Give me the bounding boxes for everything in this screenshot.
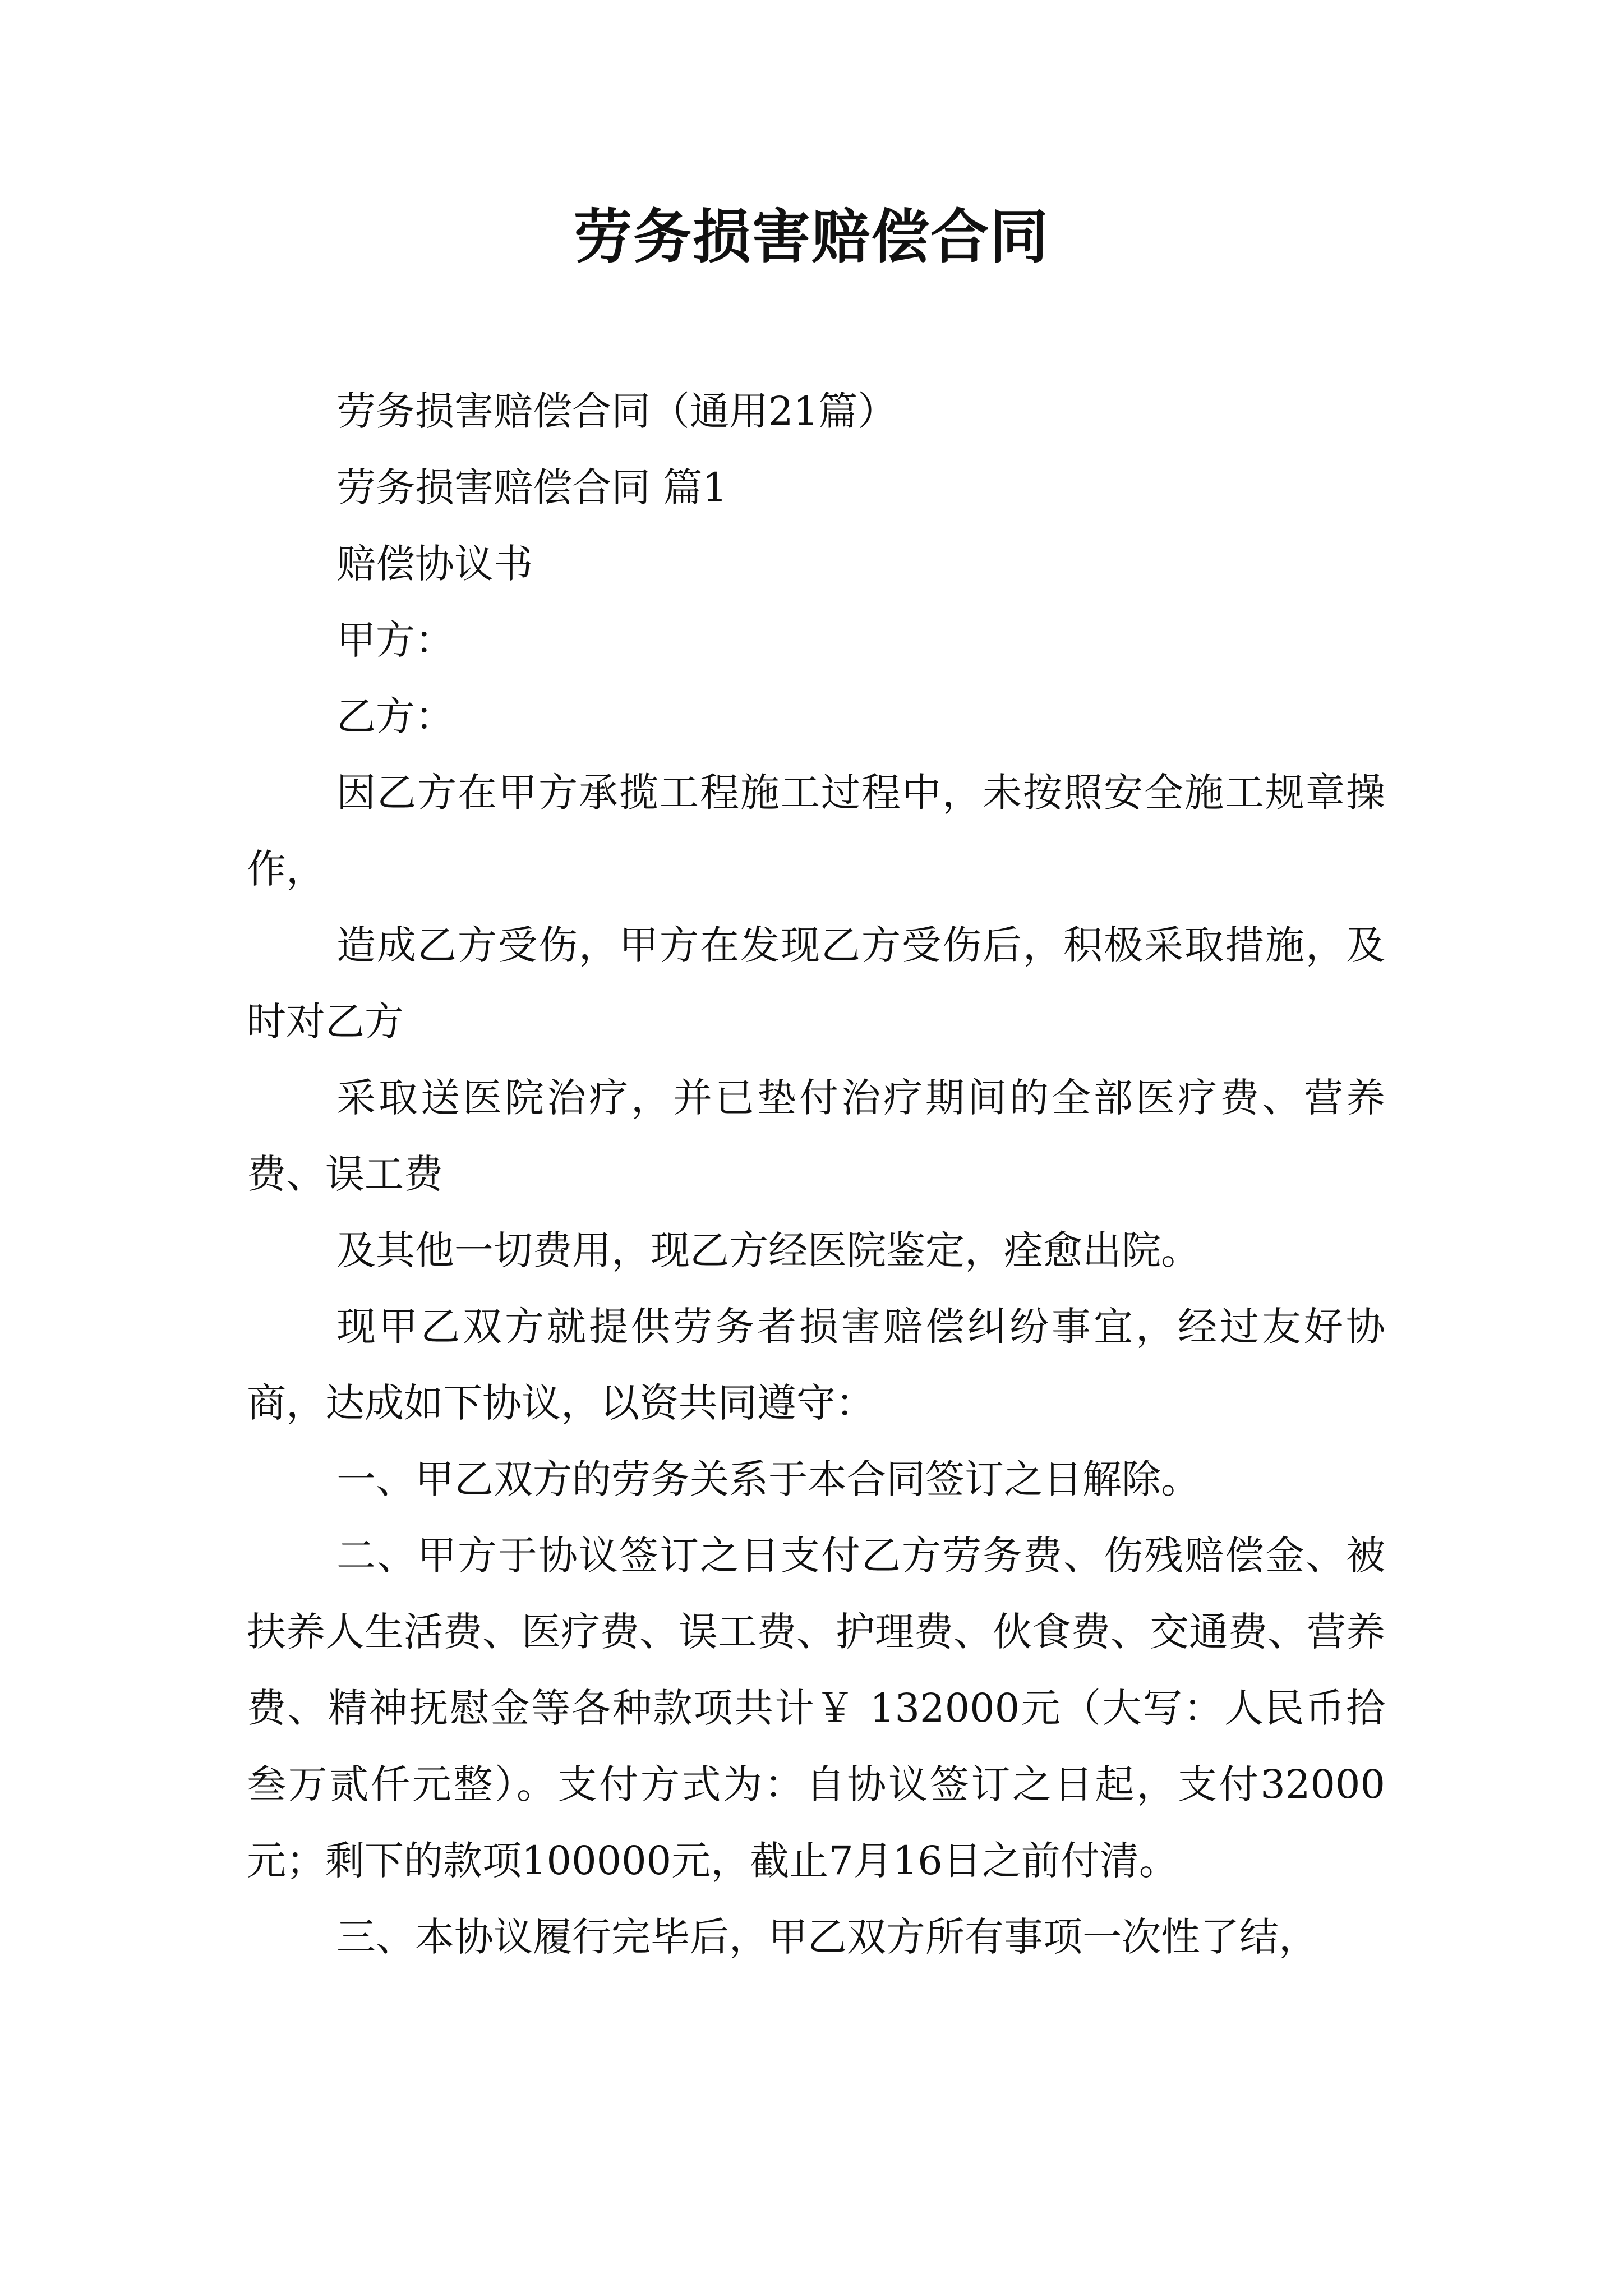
paragraph-party-b: 乙方： xyxy=(336,693,454,739)
paragraph-heading-collection: 劳务损害赔偿合同（通用21篇） xyxy=(336,388,897,434)
paragraph-clause-2: 二、甲方于协议签订之日支付乙方劳务费、伤残赔偿金、被扶养人生活费、医疗费、误工费、护理费、伙食费、交通费、营养费、精神抚慰金等各种款项共计￥ 132000元（大写：人民币拾叁万贰仟元整）。支付方式为：自协议签订之日起，支付32000元；剩下的款项100000元，截止7月16日之前付清。 xyxy=(247,1533,1385,1884)
paragraph-recovery: 及其他一切费用，现乙方经医院鉴定，痊愈出院。 xyxy=(336,1227,1200,1273)
paragraph-clause-3: 三、本协议履行完毕后，甲乙双方所有事项一次性了结， xyxy=(336,1914,1318,1960)
paragraph-injury: 造成乙方受伤，甲方在发现乙方受伤后，积极采取措施，及时对乙方 xyxy=(247,922,1385,1045)
paragraph-agreement-title: 赔偿协议书 xyxy=(336,541,533,587)
paragraph-party-a: 甲方： xyxy=(336,617,454,663)
paragraph-cause: 因乙方在甲方承揽工程施工过程中，未按照安全施工规章操作， xyxy=(247,770,1385,892)
paragraph-clause-1: 一、甲乙双方的劳务关系于本合同签订之日解除。 xyxy=(336,1456,1200,1502)
paragraph-negotiation: 现甲乙双方就提供劳务者损害赔偿纠纷事宜，经过友好协商，达成如下协议，以资共同遵守： xyxy=(247,1304,1385,1426)
document-body xyxy=(247,373,1385,1975)
document-title: 劳务损害赔偿合同 xyxy=(573,203,1049,271)
paragraph-treatment: 采取送医院治疗，并已垫付治疗期间的全部医疗费、营养费、误工费 xyxy=(247,1075,1385,1197)
paragraph-heading-article: 劳务损害赔偿合同 篇1 xyxy=(336,464,727,510)
